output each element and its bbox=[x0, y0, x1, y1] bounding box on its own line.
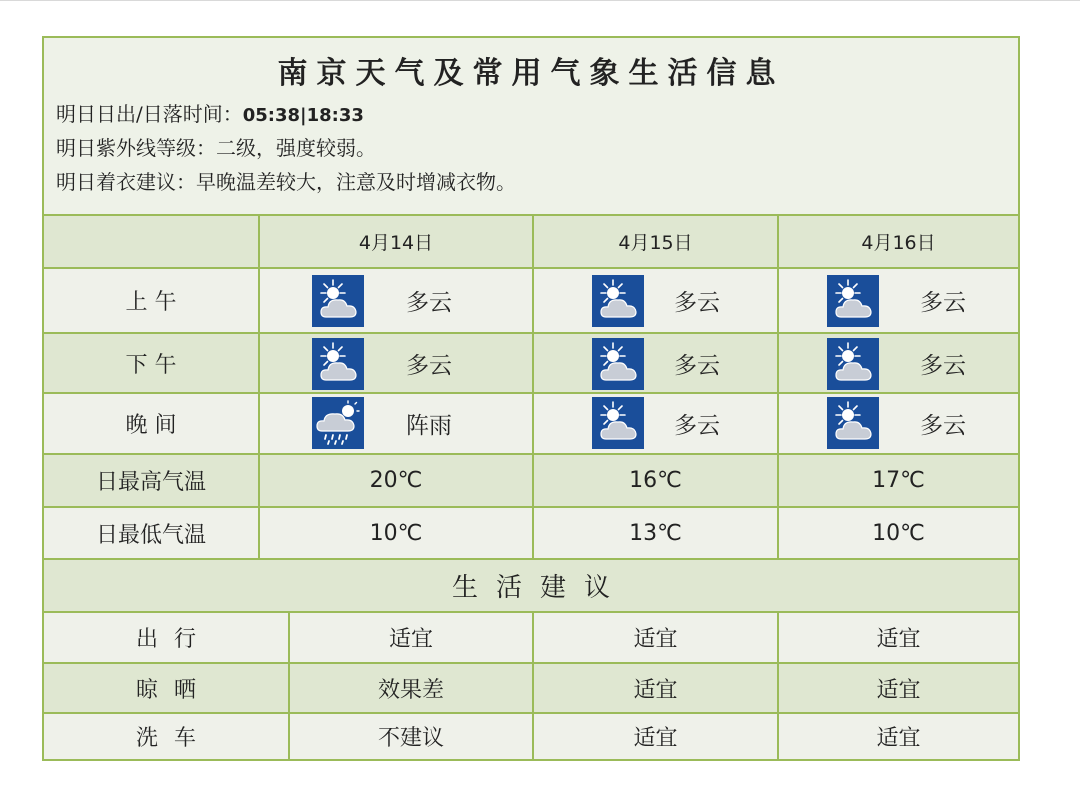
date-header: 4月14日 bbox=[258, 216, 532, 267]
high-temp-value: 17℃ bbox=[777, 455, 1018, 506]
shower-rain-icon bbox=[312, 397, 364, 449]
advice-value: 不建议 bbox=[288, 714, 532, 759]
weather-cell bbox=[777, 269, 1018, 332]
header-section bbox=[44, 38, 1018, 214]
weather-cell bbox=[532, 394, 777, 453]
morning-row bbox=[44, 267, 1018, 332]
life-advice-header-row bbox=[44, 558, 1018, 611]
clothing-advice-line: 明日着衣建议：早晚温差较大，注意及时增减衣物。 bbox=[56, 170, 516, 194]
top-divider bbox=[0, 0, 1080, 1]
low-temp-row bbox=[44, 506, 1018, 558]
advice-label: 洗车 bbox=[135, 726, 212, 751]
date-header: 4月15日 bbox=[532, 216, 777, 267]
high-temp-value: 16℃ bbox=[532, 455, 777, 506]
travel-row bbox=[44, 611, 1018, 662]
drying-row bbox=[44, 662, 1018, 712]
advice-value: 适宜 bbox=[777, 613, 1018, 662]
low-temp-value: 10℃ bbox=[777, 508, 1018, 558]
high-temp-value: 20℃ bbox=[258, 455, 532, 506]
weather-text: 多云 bbox=[406, 352, 452, 379]
low-temp-label: 日最低气温 bbox=[95, 522, 206, 548]
weather-text: 多云 bbox=[674, 413, 720, 439]
advice-label: 出行 bbox=[135, 627, 212, 652]
weather-text: 多云 bbox=[674, 290, 720, 316]
uv-level-line: 明日紫外线等级：二级，强度较弱。 bbox=[56, 136, 376, 160]
high-temp-row bbox=[44, 453, 1018, 506]
weather-text: 多云 bbox=[920, 290, 966, 316]
sunrise-sunset-label: 明日日出/日落时间： bbox=[56, 102, 243, 126]
weather-text: 阵雨 bbox=[406, 413, 452, 439]
low-temp-value: 10℃ bbox=[258, 508, 532, 558]
car-wash-row bbox=[44, 712, 1018, 759]
weather-cell bbox=[258, 269, 532, 332]
afternoon-row bbox=[44, 332, 1018, 392]
high-temp-label: 日最高气温 bbox=[95, 470, 206, 495]
sunrise-sunset-value: 05:38|18:33 bbox=[242, 105, 364, 126]
weather-text: 多云 bbox=[920, 352, 966, 379]
partly-cloudy-icon bbox=[312, 338, 364, 390]
page-title: 南京天气及常用气象生活信息 bbox=[277, 56, 785, 91]
advice-value: 适宜 bbox=[532, 613, 777, 662]
corner-cell bbox=[44, 216, 258, 267]
date-header: 4月16日 bbox=[777, 216, 1018, 267]
advice-value: 适宜 bbox=[777, 664, 1018, 712]
advice-value: 适宜 bbox=[532, 664, 777, 712]
low-temp-value: 13℃ bbox=[532, 508, 777, 558]
period-label: 晚 间 bbox=[125, 413, 177, 438]
date-header-row bbox=[44, 214, 1018, 267]
advice-label: 晾晒 bbox=[135, 677, 212, 703]
partly-cloudy-icon bbox=[592, 397, 644, 449]
partly-cloudy-icon bbox=[827, 397, 879, 449]
weather-cell bbox=[532, 269, 777, 332]
partly-cloudy-icon bbox=[592, 275, 644, 327]
advice-value: 效果差 bbox=[288, 664, 532, 712]
weather-cell bbox=[532, 334, 777, 392]
period-label: 上 午 bbox=[125, 290, 177, 315]
partly-cloudy-icon bbox=[827, 275, 879, 327]
weather-cell bbox=[777, 394, 1018, 453]
life-advice-title: 生活建议 bbox=[451, 573, 628, 603]
evening-row bbox=[44, 392, 1018, 453]
weather-cell bbox=[258, 394, 532, 453]
weather-text: 多云 bbox=[674, 352, 720, 379]
period-label: 下 午 bbox=[125, 352, 177, 378]
weather-cell bbox=[258, 334, 532, 392]
partly-cloudy-icon bbox=[312, 275, 364, 327]
weather-text: 多云 bbox=[406, 290, 452, 316]
weather-text: 多云 bbox=[920, 413, 966, 439]
advice-value: 适宜 bbox=[288, 613, 532, 662]
weather-panel bbox=[42, 36, 1020, 761]
sunrise-sunset-line bbox=[56, 98, 364, 127]
weather-cell bbox=[777, 334, 1018, 392]
partly-cloudy-icon bbox=[592, 338, 644, 390]
partly-cloudy-icon bbox=[827, 338, 879, 390]
advice-value: 适宜 bbox=[777, 714, 1018, 759]
advice-value: 适宜 bbox=[532, 714, 777, 759]
